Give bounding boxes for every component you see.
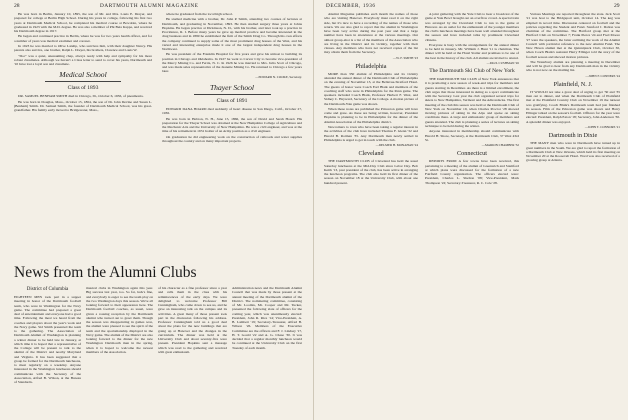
bottom-column-1: [14, 286, 81, 416]
paragraph: "Doc" was a quiet, unassuming chap, always ready with help and sympathy for his more robust classmates. Although we haven't a Class letter to send to cover his years, Dartmouth and '10 have lost a loyal son and classmate.: [14, 53, 152, 67]
subheading-philadelphia: Philadelphia: [355, 62, 387, 70]
paragraph: On graduation he did engineering work on the construction of railroads and water supplies throughout the country and on many important projects.: [162, 134, 302, 143]
paragraph: When these notes are published the Princeton game will have come and gone. As these are being written, however, President Hopkins is planning to be in Philadelphia for the dinner of the Alumni Association of the Philadelphia district.: [324, 106, 418, 124]
section-heading-medical-school: Medical School: [59, 70, 107, 80]
left-column-2: [162, 12, 302, 260]
paragraph: EDWARD DANA HOARD died suddenly of heart disease in San Diego, Calif., October 27, 1936.: [162, 107, 302, 116]
running-header: DARTMOUTH ALUMNI MAGAZINE: [100, 3, 199, 9]
section-heading-thayer-school: Thayer School: [209, 83, 255, 93]
left-column-1: [14, 12, 152, 260]
divider: [194, 94, 271, 95]
paragraph: REPORTS FROM A few towns have been received, this pertaining to a meeting of the alumni of Greenwich and Stamford at which plans were discussed for the formation of a new Fairfield County organization. The officers elected were: President, Charles L. Shelton '08; Vice-President, Mark Thompson '22; Secretary-Treasurer, R. C. Cole '28.: [425, 159, 519, 185]
paragraph: IT WOULD not take a great deal of urging to get '30 and '35 men out to dinner, and when the Dartmouth Club of Plainfield met at the Plainfield Country Club on November 19 the turnout was gratifying. Coach Blaik's Dartmouth team had just finished its season. Film of the Princeton game was shown and Harry Ellinger talked on the season's football. Officers for the year were elected: President, Ralph Eaton '18; Secretary, John Anderson '30. A splendid dinner was enjoyed.: [526, 89, 620, 124]
paragraph: He was born in Douglas, Mass., October 15, 1864, the son of Dr. John Devine and Susan L. (Benham) Smith. Dr. Samuel Smith, the founder of Dartmouth Medical School, was his great-grandfather. His family early moved to Bridgewater, Mass.,: [14, 99, 152, 113]
paragraph: A joint gathering with the Yale Club to hear a broadcast of the game at Yale Bowl brought out an overflow crowd. A special train was arranged by the Cleveland Club to run to the game at Hanover. As an outlet for the enthusiasm of the younger members the club's luncheon meetings have been well attended throughout the season and have included talks by prominent Cleveland citizens.: [425, 12, 519, 42]
bottom-column-2: musical clubs in Washington again this year. Big success last year, too. So far, luck's fine, and everybody is eager to see the team play on the two Washington days this season. We're all looking forward to their appearance here. The Dartmouth football coaches, as usual, were given a rousing reception by the Dartmouth alumni who turned out to greet them. Though the season was disappointing in games won, the alumni were pleased to see the spirit of the team and the sportsmanship displayed in the Navy game. The alumni of the District are also looking forward to the dinner for the new Washington Dartmouth men in the spring, when it is hoped to welcome the newest members of the Association.: [86, 286, 153, 354]
subheading-dartmouth-in-dixie: Dartmouth in Dixie: [548, 132, 598, 140]
class-heading: Class of 1893: [67, 85, 99, 92]
paragraph: DR. SAMUEL BENHAM SMITH died in Chicago, Ill., October 6, 1936, of pneumonia.: [18, 94, 144, 99]
signature: —W. F. SMITH '23: [392, 55, 418, 60]
paragraph: He studied medicine with a brother, Dr. John P. Smith, attending two courses of lectures at Dartmouth, and graduating in November, 1893. He then studied surgery three years at Johns Hopkins. He began practice at Dickinson, N. D., with his brother, and later took up a practice in Providence, R. I. Before many years he gave up medical practice and became interested in the drug business and in 1899 he established the firm of the Smith Drug Co. Through his own efforts the company continued to supply some of the most prominent drug houses of the West, and his varied and interesting enterprise made it one of the largest independent drug houses in the Northwest.: [162, 17, 302, 52]
paragraph: where he graduated from the local high school.: [166, 12, 233, 16]
subheading-cleveland: Cleveland: [358, 150, 384, 158]
paragraph: He began and continued practice in Berlin, where he was for two years health officer, and for a number of years was medical examiner and coroner.: [14, 34, 152, 43]
subheading-district-of-columbia: District of Columbia: [26, 287, 69, 292]
right-page: [314, 0, 628, 420]
subheading-plainfield: Plainfield, N. J.: [553, 80, 593, 88]
paragraph: THE DARTMOUTH SKI CLUB of New York announces that it is promoting a new season of week-end trips for members and guests starting in December. As there is a limited enrollment, the club urges that those interested in skiing as a sport communicate with the Secretary. Last year the club organized several trips for skiers to New Hampshire, Vermont and the Adirondacks. The first meeting of the club this season was held at the Dartmouth Club of New York on November 19, when Charles Proctor '28 showed moving pictures of skiing in the Alps and spoke on skiing conditions there. A large and enthusiastic group of members and guests attended. The club is planning a series of lectures on skiing technique to be held during the winter.: [425, 77, 519, 128]
subheading-dartmouth-ski-club: The Dartmouth Ski Club of New York: [429, 68, 515, 75]
paragraph: Everyone is busy with the arrangements for the annual dinner to be held in January. Mr. William J. Hunt '11 is chairman. The dinner will be held at the Hotel Statler and promises to be one of the best in the history of the club. All alumni are invited to attend.: [425, 42, 519, 60]
running-header: DECEMBER, 1936: [326, 3, 376, 9]
signature: —MARION CHAMBER '32: [481, 143, 519, 148]
headline-news-from-alumni-clubs: News from the Alumni Clubs: [14, 264, 197, 281]
page-number: 28: [14, 3, 20, 9]
paragraph: The Waterbury alumni are planning a meeting in December and will be glad to hear from any Dartmouth man in the vicinity who is not now on the mailing list.: [526, 59, 620, 73]
page-number: 29: [614, 3, 620, 9]
paragraph: MORE than 350 alumni of Philadelphia and its vicinity attended the annual dinner of the Dartmouth Club of Philadelphia on the evening of November 13, at the Bellevue-Stratford Hotel. The guests of honor were Coach Earl Blaik and members of the coaching staff who were in Philadelphia for the Penn game. The speakers included Coach Blaik, Professor Herbert F. West, and Sidney C. Hayward, Secretary of the College. A motion picture of the Dartmouth-Yale game was shown.: [324, 71, 418, 106]
bottom-column-3: of his character as a fine professor since a year and calls them in the class with his reminiscences of the early days. We were delighted to welcome Professor Bill Cunningham, who came down to see us, and he gave an interesting talk on the campus and its activities. A great many of those present took part in the discussion following his address. Professor Cunningham told us a good deal about the plans for the new buildings that are going up at Hanover and the changes in the curriculum. The dinner was held at the University Club and about seventy-five were present. President Hopkins sent a message which was read to the gathering and received with great enthusiasm.: [158, 286, 227, 354]
bottom-column-4: Administration news and the Dartmouth Alumni Council that was made by those present at the annual meeting of the Dartmouth alumni of the District. The nominating committee, consisting of Mr. Loomis, Mr. Cooper and Mr. Tucker, presented the following slate of officers for the coming year, which was unanimously elected: President, John R. Rice '14; Vice-President, A. B. Lambert '19; Secretary-Treasurer, Alfred B. Wilson '26. Members of the Executive Committee are the officers and F. J. Lindsay '17, H. T. Gould '22 and A. G. Chase '30. It was decided that a regular monthly luncheon would be continued at the University Club on the first Tuesday of each month.: [232, 286, 302, 350]
divider: [45, 81, 121, 82]
paragraph: Various Meetings are reported throughout the state. Jack Scott '21 was host to the Bridgeport unit, October 14. The keg was emptied in record time. Discussion centered on football and the policies regarding the Student Aid Fund. Stanford J. Dalton was chairman of the committee. The Hartford group met at the Hartford Club on November 7; Frank Pierce '24 and Fred Moore '27 were the speakers, the latter outlining the work of the Alumni Council with particular reference to the new Alumni Fund. The New Haven alumni met at the Quinnipiack Club, October 30, when Coach Blaik's assistant Harry Ellinger told the story of the football season and showed motion pictures.: [526, 12, 620, 59]
signature: —DELMER H. MONAHAN '24: [375, 143, 418, 148]
paragraph: THE MANY men who were in Dartmouth have turned up in great numbers in the South. We are glad to report the formation of a Dartmouth Club at New Orleans, which held its first meeting on November 20 at the Roosevelt Hotel. Word was also received of a growing group at Atlanta.: [526, 141, 620, 163]
article-text: EIGHTEEN MEN took part in a supper meeting in honor of the Dartmouth football team, who were in Washington for the Navy game. The committee had prepared a great deal of entertainment and everyone had a good time. Following the meal we heard from the coaches and players about the year's work and the Navy game. Sid Smith presented the team to the gathering. The Association of Dartmouth Alumni of Washington is planning a winter dinner to be held late in January, at which time it is hoped that a representative of the College will be present to talk to the alumni of the District and nearby Maryland and Virginia. It has been suggested that a group be formed for the Dartmouth luncheons, to meet regularly on a weekday. Anyone interested in the Washington luncheons should communicate with the Secretary of the Association, Alfred B. Wilson, at the Bureau of Standards.: [14, 295, 81, 384]
signature: —EDWARD N. COOKE, Secretary.: [255, 74, 302, 79]
subheading-connecticut: Connecticut: [457, 150, 487, 158]
paragraph: He was born in Berlin, January 10, 1895, the son of Mr. and Mrs. Louis E. Dreyer, and prepared for college at Berlin High School. During his years in college, following his first two years at Dartmouth Medical School, he completed his medical course at Bowdoin, where he graduated in 1923 with the M.D. degree. He was also a member of Phi Beta Kappa, and received his Dartmouth degree in 1917.: [14, 12, 152, 33]
paragraph: Newcomers to town who have been taking a regular interest in the activities of the club have included Thomas F. Glenn '32 and Harold B. Rotman '35. Any Dartmouth man newly settled in Philadelphia is urged to get in touch with the club.: [324, 125, 418, 142]
paragraph: In 1923 he was married to Olive Latulip, who survives him, with their daughter Nancy. His parents also survive, one brother, Ralph L. Dreyer, his brothers, Clarence and Louis W.: [14, 43, 152, 53]
paragraph: He was president of the Franklin Hospital for five years and gave his utmost to building its position in Chicago and Oklahoma. In 1927 he went to Carver City to become vice-president of the Mercy Mining Co. and Ferris, N. C. In 1926 he was married to Mrs. Julia Scott of Chicago, and was made sales representative of the Jeanette Mining Co. He returned to Chicago a few years later.: [162, 52, 302, 74]
signature: —JOHN T. CONNORS '21: [584, 125, 620, 130]
paragraph: He was born in Hebron, N. H., June 15, 1866, the son of David and Sarah Hoard. His preparation for the Thayer School was obtained at the New Hampshire College of Agriculture and the Mechanic Arts and the University of New Hampshire. He was a civil engineer, and was at the time of his retirement in 1931 holder of an Army position as a civil engineer.: [162, 116, 302, 134]
paragraph: Alumni Magazine publishes each month the names of those who are visiting Hanover. Everybody must read it on the right side, but it's nice to have a recording of the names of those who return. We are also glad to report that the alumni in Washington have been very active during the past year and that a large number have been in attendance at the various meetings. Our almost group-shot is a list of the members of the Association who are living in the District and its vicinity, together with their classes. Any members who have not received copies of the list may obtain them from the Secretary.: [324, 12, 418, 55]
right-column-1: [324, 12, 418, 416]
class-heading: Class of 1891: [216, 98, 248, 105]
paragraph: Anyone interested in membership should communicate with Harold H. Shore, Secretary, at the Dartmouth Club, 37 West 43rd St.: [425, 129, 519, 142]
signature: —PAUL CUSHMAN '26: [486, 60, 519, 65]
paragraph: THE DARTMOUTH CLUB of Cleveland has held the usual Saturday luncheons at the Mid-Day Club since Labor Day. Bob Keith '13, past president of the club, has been active in arranging the luncheon programs. The club also held its first dinner of the season on November 18 at the University Club, with about one hundred present.: [324, 159, 418, 185]
right-column-2: [425, 12, 519, 416]
right-column-3: [526, 12, 620, 416]
signature: —JOHN F. CONNERS '24: [585, 73, 620, 78]
